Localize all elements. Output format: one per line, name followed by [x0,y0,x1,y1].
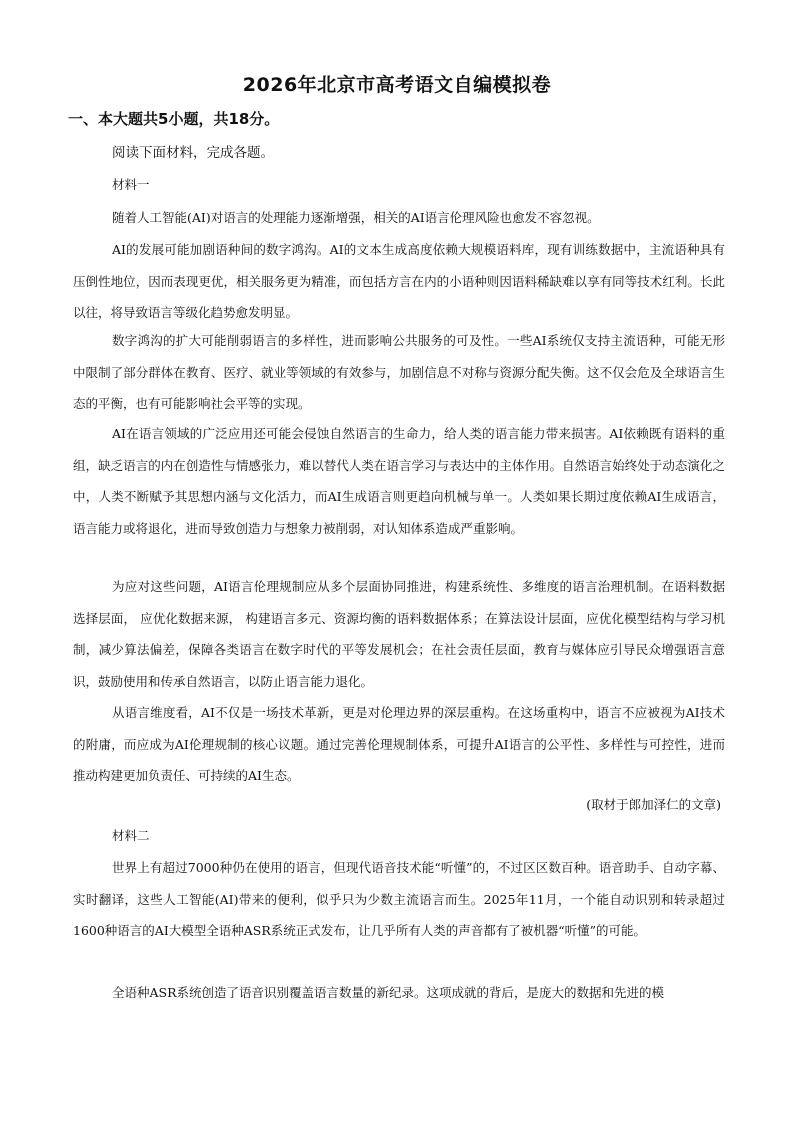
material-2-label: 材料二 [112,828,150,843]
material-1-label: 材料一 [112,177,150,192]
material-1-paragraph-1: 随着人工智能(AI)对语言的处理能力逐渐增强，相关的AI语言伦理风险也愈发不容忽视。 [112,210,600,225]
section-heading: 一、本大题共5小题，共18分。 [68,110,280,128]
material-1-paragraph-3: 数字鸿沟的扩大可能削弱语言的多样性，进而影响公共服务的可及性。一些AI系统仅支持主流语种，可能无形中限制了部分群体在教育、医疗、就业等领域的有效参与，加剧信息不对称与资源分配失衡。这不仅会危及全球语言生态的平衡，也有可能影响社会平等的实现。 [73,333,725,411]
material-1-paragraph-6: 从语言维度看，AI不仅是一场技术革新，更是对伦理边界的深层重构。在这场重构中，语言不应被视为AI技术的附庸，而应成为AI伦理规制的核心议题。通过完善伦理规制体系，可提升AI语言的公平性、多样性与可控性，进而推动构建更加负责任、可持续的AI生态。 [73,705,725,783]
page-title: 2026年北京市高考语文自编模拟卷 [242,74,552,96]
material-2-paragraph-1: 世界上有超过7000种仍在使用的语言，但现代语音技术能“听懂”的，不过区区数百种。语音助手、自动字幕、实时翻译，这些人工智能(AI)带来的便利，似乎只为少数主流语言而生。2025年11月，一个能自动识别和转录超过1600种语言的AI大模型全语种ASR系统正式发布，让几乎所有人类的声音都有了被机器“听懂”的可能。 [73,860,725,938]
material-1-paragraph-5: 为应对这些问题，AI语言伦理规制应从多个层面协同推进，构建系统性、多维度的语言治理机制。在语料数据选择层面， 应优化数据来源， 构建语言多元、资源均衡的语料数据体系；在算法设计层面，应优化模型结构与学习机制，减少算法偏差，保障各类语言在数字时代的平等发展机会；在社会责任层面，教育与媒体应引导民众增强语言意识，鼓励使用和传承自然语言，以防止语言能力退化。 [73,579,725,689]
material-1-paragraph-4: AI在语言领域的广泛应用还可能会侵蚀自然语言的生命力，给人类的语言能力带来损害。AI依赖既有语料的重组，缺乏语言的内在创造性与情感张力，难以替代人类在语言学习与表达中的主体作用。自然语言始终处于动态演化之中，人类不断赋予其思想内涵与文化活力，而AI生成语言则更趋向机械与单一。人类如果长期过度依赖AI生成语言，语言能力或将退化，进而导致创造力与想象力被削弱，对认知体系造成严重影响。 [73,426,725,536]
instruction-text: 阅读下面材料，完成各题。 [112,145,274,161]
material-2-paragraph-2: 全语种ASR系统创造了语音识别覆盖语言数量的新纪录。这项成就的背后，是庞大的数据和先进的模 [112,985,665,1000]
material-1-source: (取材于郎加泽仁的文章) [586,797,721,812]
material-1-paragraph-2: AI的发展可能加剧语种间的数字鸿沟。AI的文本生成高度依赖大规模语料库，现有训练数据中，主流语种具有压倒性地位，因而表现更优，相关服务更为精准，而包括方言在内的小语种则因语料稀缺难以享有同等技术红利。长此以往，将导致语言等级化趋势愈发明显。 [73,242,725,320]
